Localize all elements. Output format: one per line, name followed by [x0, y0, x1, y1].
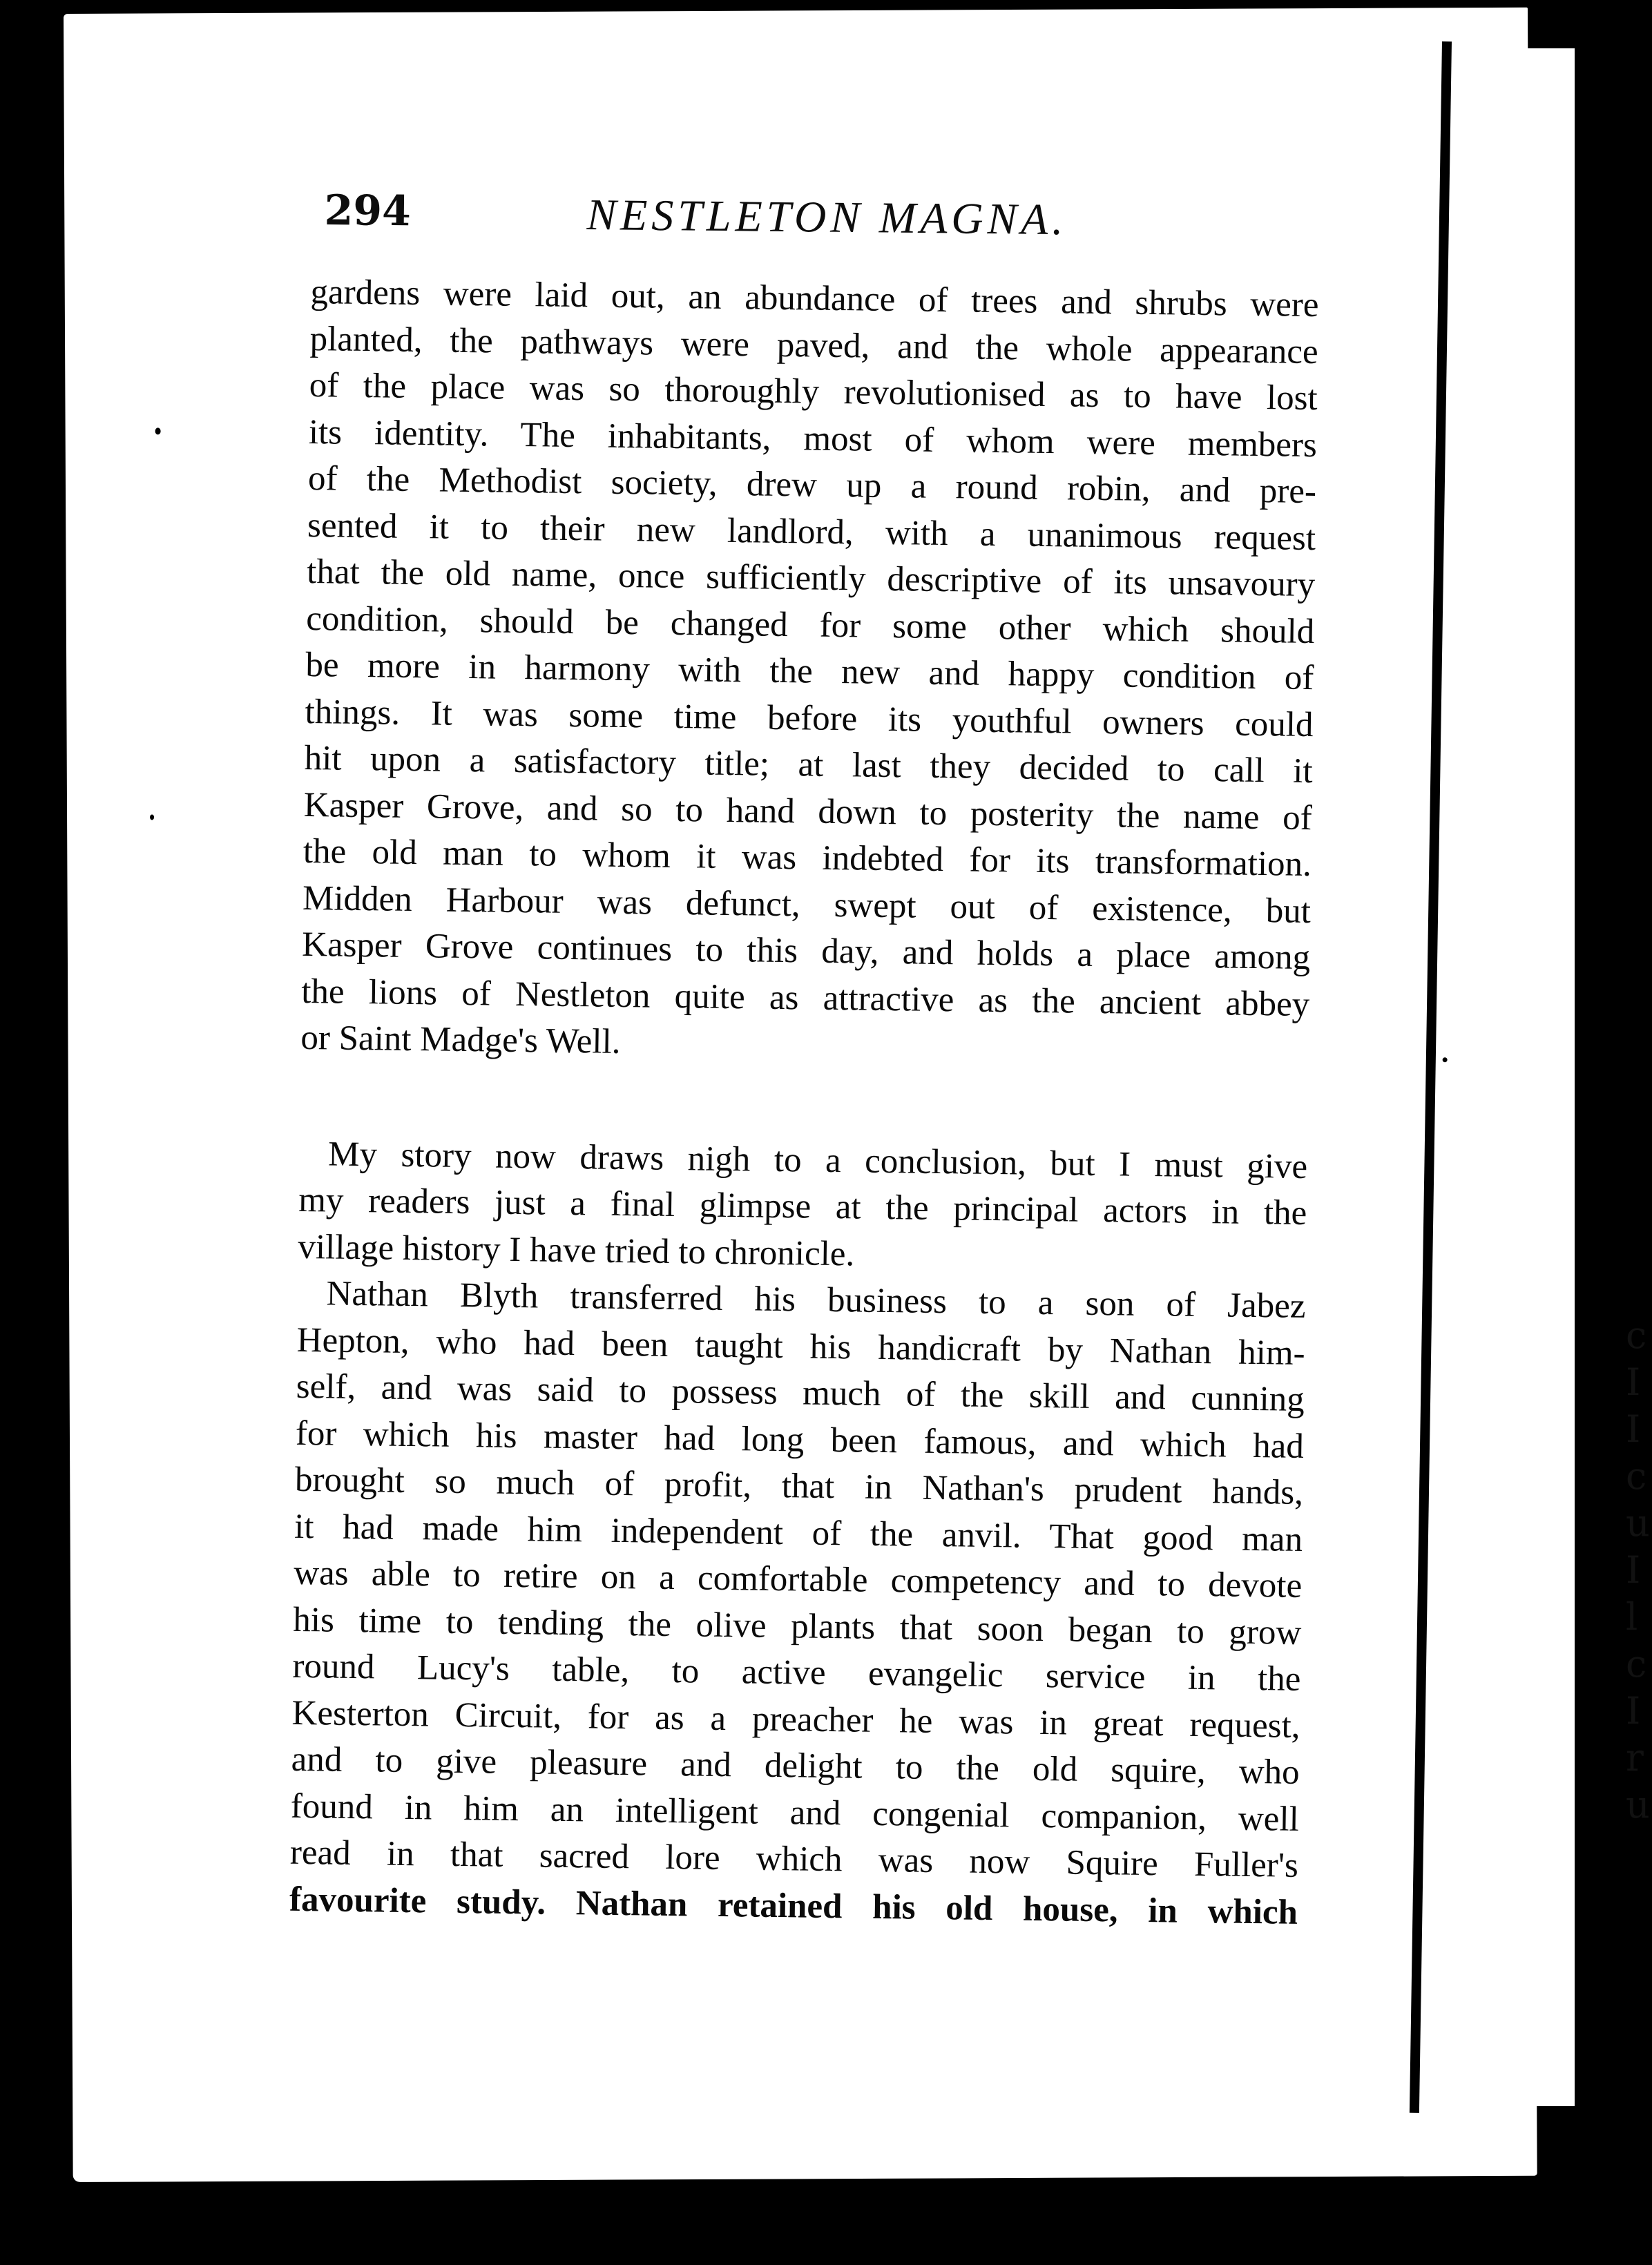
fragment: c — [1626, 1642, 1647, 1686]
text-line: self, and was said to possess much of the skill and cunning — [296, 1367, 1305, 1419]
text-line: gardens were laid out, an abundance of trees and shrubs were — [310, 272, 1319, 325]
text-line: My story now draws nigh to a conclusion, but I must give — [327, 1134, 1308, 1186]
fragment: I — [1626, 1689, 1641, 1733]
text-line: and to give pleasure and delight to the old squire, who — [291, 1739, 1300, 1792]
text-line: Hepton, who had been taught his handicraft by Nathan him- — [296, 1320, 1305, 1373]
text-line: it had made him independent of the anvil. That good man — [294, 1507, 1303, 1559]
ink-speck — [150, 814, 154, 820]
text-line: round Lucy's table, to active evangelic service in the — [292, 1646, 1301, 1699]
fragment: r — [1626, 1736, 1644, 1780]
text-line: Kesterton Circuit, for as a preacher he was in great request, — [291, 1693, 1300, 1746]
text-line: planted, the pathways were paved, and the whole appearance — [309, 319, 1318, 372]
fragment: c — [1626, 1313, 1647, 1357]
text-line: of the place was so thoroughly revolutionised as to have lost — [309, 365, 1318, 418]
fragment: l — [1626, 1595, 1638, 1639]
fragment: I — [1626, 1548, 1641, 1592]
text-line: condition, should be changed for some other which should — [306, 599, 1315, 651]
fragment: I — [1626, 1407, 1641, 1451]
text-line: be more in harmony with the new and happy condition of — [305, 645, 1314, 698]
paragraph-2 — [298, 1130, 1308, 1284]
text-line: read in that sacred lore which was now Squire Fuller's — [289, 1833, 1299, 1885]
text-line: favourite study. Nathan retained his old house, in which — [289, 1880, 1298, 1932]
paragraph-gap — [300, 1061, 1309, 1144]
paragraph-3 — [289, 1271, 1306, 1936]
fragment: u — [1626, 1783, 1650, 1827]
text-line: was able to retire on a comfortable competency and to devote — [293, 1553, 1303, 1606]
facing-page-text-fragments — [1626, 1312, 1651, 1829]
fragment: c — [1626, 1454, 1647, 1498]
page-body — [289, 269, 1319, 1936]
text-line: the old man to whom it was indebted for its transformation. — [302, 831, 1312, 885]
text-line: Kasper Grove continues to this day, and holds a place among — [301, 925, 1311, 978]
text-line: his time to tending the olive plants that soon began to grow — [293, 1600, 1302, 1652]
text-line: brought so much of profit, that in Nathan's prudent hands, — [294, 1460, 1304, 1512]
text-line: that the old name, once sufficiently descriptive of its unsavoury — [306, 552, 1316, 605]
text-line: the lions of Nestleton quite as attractive as the ancient abbey — [300, 972, 1310, 1024]
text-line: sented it to their new landlord, with a unanimous request — [307, 505, 1316, 558]
facing-page-edge — [1453, 48, 1575, 2106]
text-line: found in him an intelligent and congenial companion, well — [290, 1786, 1300, 1839]
text-line: village history I have tried to chronicle. — [298, 1227, 855, 1273]
text-line: for which his master had long been famous, and which had — [295, 1414, 1305, 1466]
text-line: of the Methodist society, drew up a round robin, and pre- — [307, 459, 1317, 512]
text-line: Midden Harbour was defunct, swept out of existence, but — [302, 878, 1312, 931]
page-number: 294 — [324, 186, 412, 236]
text-line: my readers just a final glimpse at the principal actors in the — [298, 1180, 1307, 1233]
book-title: NESTLETON MAGNA. — [586, 189, 1068, 244]
ink-speck — [1443, 1057, 1448, 1062]
fragment: u — [1626, 1501, 1650, 1545]
text-line: or Saint Madge's Well. — [300, 1018, 621, 1061]
paragraph-1 — [300, 269, 1319, 1075]
text-line: Kasper Grove, and so to hand down to posterity the name of — [303, 785, 1313, 838]
ink-speck — [155, 427, 161, 434]
fragment: I — [1626, 1360, 1641, 1404]
text-line: Nathan Blyth transferred his business to a son of Jabez — [326, 1274, 1306, 1326]
text-line: its identity. The inhabitants, most of whom were members — [308, 412, 1318, 465]
running-header — [324, 186, 1319, 259]
text-line: hit upon a satisfactory title; at last they decided to call it — [304, 738, 1313, 791]
text-line: things. It was some time before its youthful owners could — [305, 692, 1314, 744]
